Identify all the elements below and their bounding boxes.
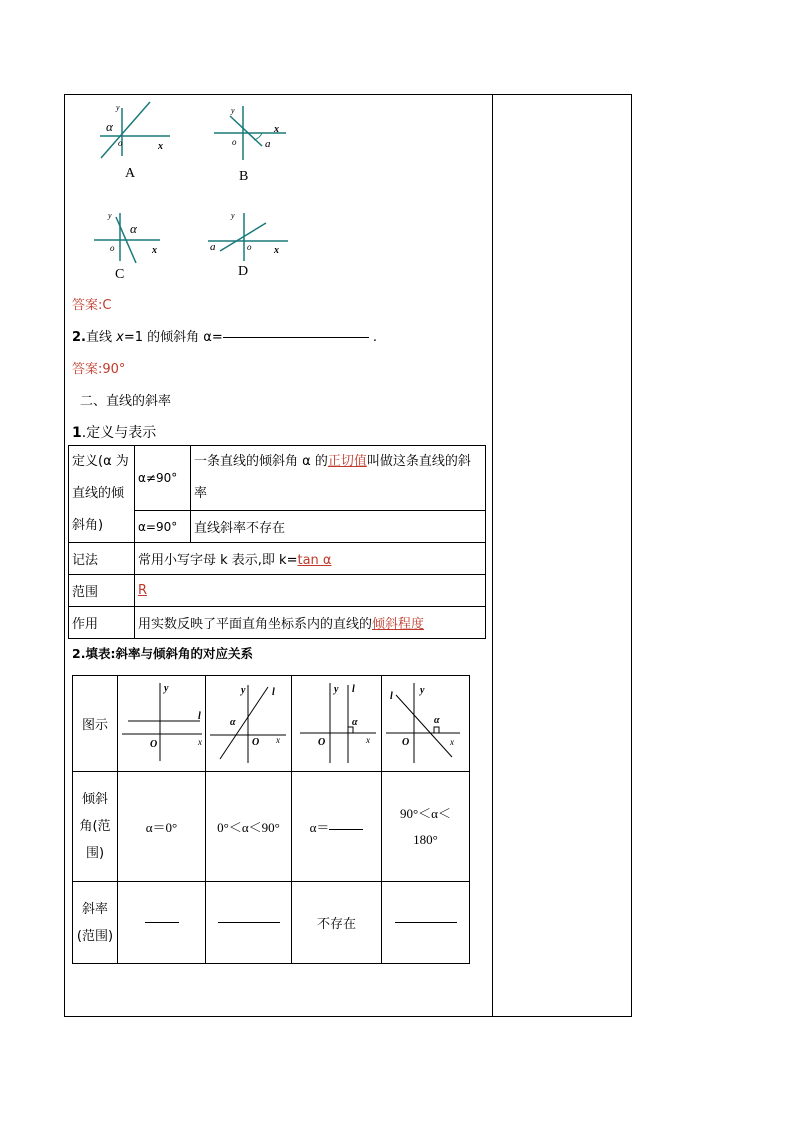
use-value-cell xyxy=(135,607,486,639)
figure-d-alpha: a xyxy=(210,241,216,253)
figure-a-origin: o xyxy=(118,138,123,148)
rel2-l: l xyxy=(272,686,275,698)
figure-d xyxy=(206,205,296,285)
range-value: R xyxy=(138,583,148,598)
rel-figure-1 xyxy=(118,679,204,769)
def-text2-cell: 直线斜率不存在 xyxy=(191,511,486,543)
q2-number: 2. xyxy=(72,330,86,345)
rel2-alpha: α xyxy=(230,716,236,728)
figure-a-x: x xyxy=(158,141,163,152)
use-pre: 用实数反映了平面直角坐标系内的直线的 xyxy=(138,617,373,632)
def-cond2-cell: α=90° xyxy=(135,511,191,543)
def-cond1-cell: α≠90° xyxy=(135,446,191,511)
rel2-x: x xyxy=(276,734,280,745)
angle-cell-2: 0°＜α＜90° xyxy=(206,772,292,882)
notation-value-cell xyxy=(135,543,486,575)
rel1-origin: O xyxy=(150,738,158,750)
def-text1-cell xyxy=(191,446,486,511)
rel-figure-4 xyxy=(382,679,468,769)
rel3-alpha: α xyxy=(352,716,358,728)
figure-b-alpha: a xyxy=(265,138,271,150)
definition-table xyxy=(68,445,486,639)
slope-cell-4 xyxy=(382,882,470,964)
angle-cell-4: 90°＜α＜180° xyxy=(382,772,470,882)
angle-cell-3 xyxy=(292,772,382,882)
figure-a-alpha: α xyxy=(106,119,113,134)
use-key: 倾斜程度 xyxy=(372,617,425,632)
notation-pre: 常用小写字母 k 表示,即 k= xyxy=(138,553,298,568)
q2-var: x xyxy=(116,330,124,345)
range-label-cell: 范围 xyxy=(69,575,135,607)
rel3-origin: O xyxy=(318,736,326,748)
section-title: 二、直线的斜率 xyxy=(80,394,172,409)
figure-d-y: y xyxy=(231,211,235,220)
row1-label: 图示 xyxy=(73,676,118,772)
rel3-y: y xyxy=(334,683,339,695)
figure-d-origin: o xyxy=(247,242,252,252)
rel1-l: l xyxy=(198,710,201,722)
rel4-alpha: α xyxy=(434,714,440,726)
figure-b-label: B xyxy=(239,169,249,184)
rel4-l: l xyxy=(390,690,393,702)
def1-post: 叫做这条直线的斜率 xyxy=(194,454,471,501)
fig-cell-3 xyxy=(292,676,382,772)
rel1-x: x xyxy=(198,736,202,747)
q2-end: . xyxy=(368,330,377,345)
q2-pre: 直线 xyxy=(85,330,117,345)
row2-label: 倾斜角(范围) xyxy=(73,772,118,882)
column-divider xyxy=(492,95,493,1016)
subsection-1-text: .定义与表示 xyxy=(81,425,157,441)
slope-2-blank[interactable] xyxy=(218,922,280,923)
figure-c xyxy=(90,205,170,285)
slope-4-blank[interactable] xyxy=(395,922,457,923)
range-value-cell xyxy=(135,575,486,607)
slope-cell-2 xyxy=(206,882,292,964)
question-2 xyxy=(72,326,377,345)
subsection-1-number: 1 xyxy=(72,425,82,441)
rel3-x: x xyxy=(366,734,370,745)
figure-a-y: y xyxy=(116,103,120,112)
rel2-y: y xyxy=(241,684,246,696)
def1-pre: 一条直线的倾斜角 α 的 xyxy=(194,454,328,469)
q2-blank[interactable] xyxy=(223,337,369,338)
rel-figure-2 xyxy=(206,679,290,769)
q2-post: =1 的倾斜角 α= xyxy=(123,330,223,345)
figure-c-origin: o xyxy=(110,243,115,253)
rel2-origin: O xyxy=(252,736,260,748)
def1-key: 正切值 xyxy=(327,454,367,469)
notation-label-cell: 记法 xyxy=(69,543,135,575)
use-label-cell: 作用 xyxy=(69,607,135,639)
figure-d-x: x xyxy=(274,245,279,256)
subsection-2-title: 2.填表:斜率与倾斜角的对应关系 xyxy=(72,646,253,661)
fig-cell-2 xyxy=(206,676,292,772)
angle-3-text: α＝ xyxy=(309,820,330,835)
rel-figure-3 xyxy=(292,679,380,769)
figure-b-y: y xyxy=(231,106,235,115)
figure-d-label: D xyxy=(238,264,249,279)
figure-c-label: C xyxy=(115,267,125,282)
row3-label: 斜率(范围) xyxy=(73,882,118,964)
subsection-1-title xyxy=(72,422,156,442)
fig-cell-1 xyxy=(118,676,206,772)
q2-answer: 答案:90° xyxy=(72,362,126,377)
slope-1-blank[interactable] xyxy=(145,922,179,923)
figure-c-alpha: α xyxy=(130,221,137,236)
angle-3-blank[interactable] xyxy=(329,829,363,830)
rel3-l: l xyxy=(352,683,355,695)
fig-cell-4 xyxy=(382,676,470,772)
figure-a xyxy=(96,100,176,180)
slope-cell-3: 不存在 xyxy=(292,882,382,964)
figure-c-x: x xyxy=(152,245,157,256)
rel4-origin: O xyxy=(402,736,410,748)
figure-b-origin: o xyxy=(232,137,237,147)
relation-table xyxy=(72,675,470,964)
figure-c-y: y xyxy=(108,211,112,220)
notation-key: tan α xyxy=(297,553,332,568)
q1-answer: 答案:C xyxy=(72,298,112,313)
rel4-y: y xyxy=(420,684,425,696)
angle-cell-1: α＝0° xyxy=(118,772,206,882)
figure-a-label: A xyxy=(125,166,136,180)
rel1-y: y xyxy=(164,682,169,694)
figure-b xyxy=(210,100,295,185)
figure-b-x: x xyxy=(274,124,279,135)
def-label-cell: 定义(α 为直线的倾斜角) xyxy=(69,446,135,543)
rel4-x: x xyxy=(450,736,454,747)
slope-cell-1 xyxy=(118,882,206,964)
